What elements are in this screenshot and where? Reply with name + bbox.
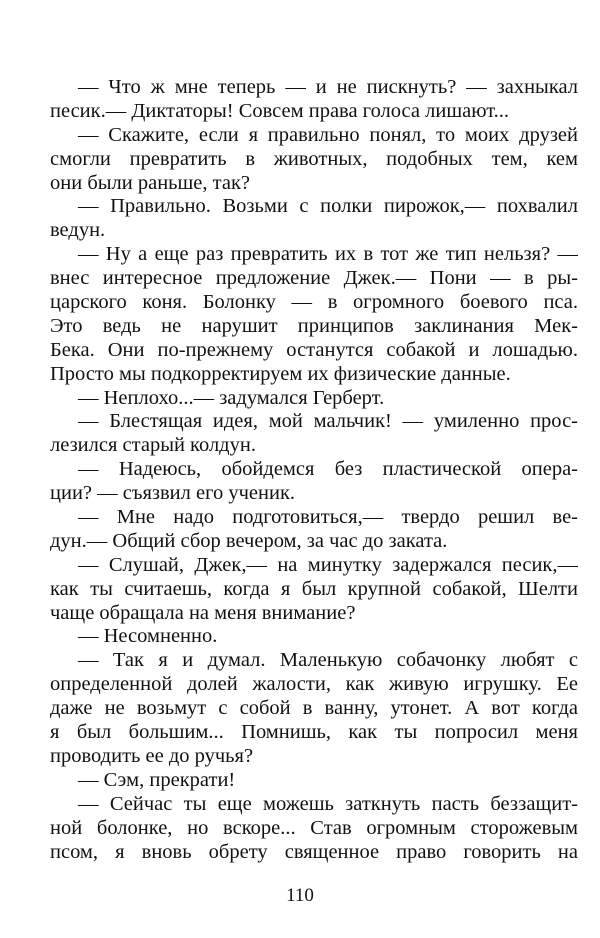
text-line: даже не возьмут с собой в ванну, утонет. А вот когда [50, 697, 578, 720]
paragraph [50, 769, 578, 793]
paragraph [50, 554, 578, 626]
text-line: царского коня. Болонку — в огромного боевого пса. [50, 291, 578, 314]
paragraph [50, 124, 578, 196]
paragraph [50, 243, 578, 386]
text-line: Просто мы подкорректируем их физические данные. [50, 362, 511, 385]
paragraph [50, 195, 578, 243]
book-page-text [50, 76, 578, 864]
text-line: — Блестящая идея, мой мальчик! — умиленно прос- [78, 410, 578, 433]
text-line: — Надеюсь, обойдемся без пластической опера- [78, 458, 578, 481]
text-line: проводить ее до ручья? [50, 744, 254, 767]
text-line: как ты считаешь, когда я был крупной собакой, Шелти [50, 577, 578, 600]
text-line: — Скажите, если я правильно понял, то моих друзей [78, 123, 578, 146]
text-line: — Сэм, прекрати! [78, 768, 236, 791]
text-line: — Ну а еще раз превратить их в тот же тип нельзя? — [78, 243, 578, 266]
paragraph [50, 410, 578, 458]
page-number: 110 [286, 885, 314, 906]
paragraph [50, 387, 578, 411]
paragraph [50, 625, 578, 649]
text-line: — Сейчас ты еще можешь заткнуть пасть беззащит- [78, 792, 578, 815]
text-line: внес интересное предложение Джек.— Пони — в ры- [50, 267, 578, 290]
text-line: дун.— Общий сбор вечером, за час до заката. [50, 529, 448, 552]
text-line: я был большим... Помнишь, как ты попросил меня [50, 721, 578, 744]
text-line: они были раньше, так? [50, 171, 251, 194]
text-line: ведун. [50, 219, 106, 242]
text-line: песик.— Диктаторы! Совсем права голоса лишают... [50, 99, 510, 122]
text-line: — Что ж мне теперь — и не пискнуть? — захныкал [78, 76, 578, 98]
text-line: — Несомненно. [78, 625, 218, 648]
paragraph [50, 793, 578, 865]
text-line: псом, я вновь обрету священное право говорить на [50, 840, 578, 863]
text-line: Бека. Они по-прежнему останутся собакой и лошадью. [50, 338, 578, 361]
text-line: — Неплохо...— задумался Герберт. [78, 386, 385, 409]
paragraph [50, 76, 578, 124]
text-line: Это ведь не нарушит принципов заклинания Мек- [50, 314, 578, 337]
text-line: — Слушай, Джек,— на минутку задержался песик,— [78, 553, 578, 576]
text-line: ной болонке, но вскоре... Став огромным сторожевым [50, 816, 578, 839]
paragraph [50, 458, 578, 506]
text-line: определенной долей жалости, как живую игрушку. Ее [50, 673, 578, 696]
text-line: смогли превратить в животных, подобных тем, кем [50, 147, 578, 170]
text-line: — Правильно. Возьми с полки пирожок,— похвалил [78, 195, 578, 218]
text-line: лезился старый колдун. [50, 434, 256, 457]
text-line: — Мне надо подготовиться,— твердо решил ве- [78, 506, 578, 529]
text-line: чаще обращала на меня внимание? [50, 601, 356, 624]
paragraph [50, 649, 578, 768]
paragraph [50, 506, 578, 554]
text-line: — Так я и думал. Маленькую собачонку любят с [78, 649, 578, 672]
text-line: ции? — съязвил его ученик. [50, 482, 296, 505]
